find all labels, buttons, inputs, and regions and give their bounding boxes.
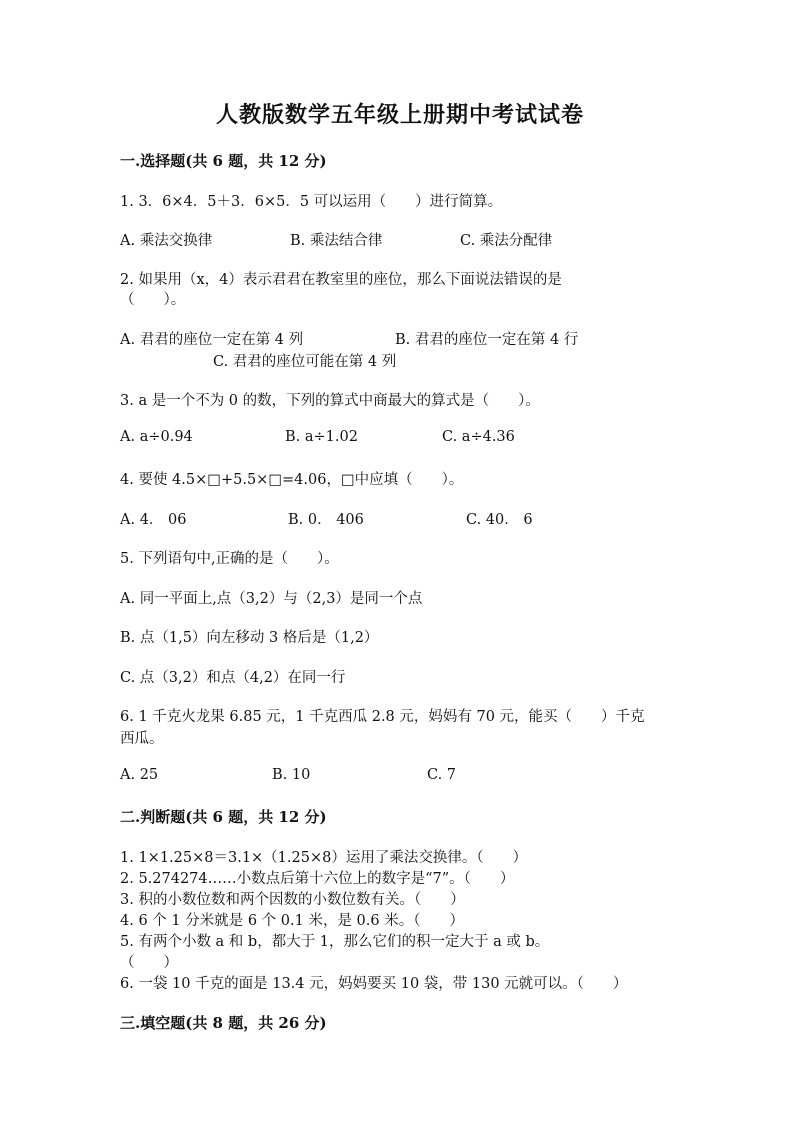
q3-option-c: C. a÷4.36 [442, 429, 515, 445]
q2-option-b: B. 君君的座位一定在第 4 行 [395, 332, 579, 348]
judge-item-4: 4. 6 个 1 分米就是 6 个 0.1 米，是 0.6 米。（ ） [120, 913, 464, 929]
judge-item-6: 6. 一袋 10 千克的面是 13.4 元，妈妈要买 10 袋，带 130 元就可以。（ ） [120, 976, 628, 992]
q5-option-a: A. 同一平面上,点（3,2）与（2,3）是同一个点 [120, 591, 423, 607]
q5-option-c: C. 点（3,2）和点（4,2）在同一行 [120, 670, 346, 686]
q1-option-b: B. 乘法结合律 [290, 233, 383, 249]
section-heading-choice: 一.选择题(共 6 题，共 12 分) [120, 152, 327, 170]
judge-item-2: 2. 5.274274……小数点后第十六位上的数字是“7”。（ ） [120, 871, 515, 887]
q6-option-c: C. 7 [427, 767, 457, 783]
q6-option-a: A. 25 [120, 767, 159, 783]
question-5: 5. 下列语句中,正确的是（ ）。 [120, 551, 339, 567]
question-4: 4. 要使 4.5×□+5.5×□=4.06，□中应填（ ）。 [120, 472, 464, 488]
judge-item-5-blank: （ ） [120, 955, 178, 971]
judge-item-1: 1. 1×1.25×8＝3.1×（1.25×8）运用了乘法交换律。（ ） [120, 850, 528, 866]
question-3: 3. a 是一个不为 0 的数，下列的算式中商最大的算式是（ ）。 [120, 393, 540, 409]
question-1: 1. 3．6×4．5＋3．6×5．5 可以运用（ ）进行简算。 [120, 194, 503, 210]
question-6: 6. 1 千克火龙果 6.85 元，1 千克西瓜 2.8 元，妈妈有 70 元，能买（ ）千克 [120, 709, 645, 725]
judge-item-3: 3. 积的小数位数和两个因数的小数位数有关。（ ） [120, 892, 465, 908]
question-2-blank: （ ）。 [120, 292, 186, 308]
q2-option-a: A. 君君的座位一定在第 4 列 [120, 332, 304, 348]
judge-item-5: 5. 有两个小数 a 和 b，都大于 1，那么它们的积一定大于 a 或 b。 [120, 934, 550, 950]
q6-option-b: B. 10 [272, 767, 311, 783]
q2-option-c: C. 君君的座位可能在第 4 列 [213, 354, 397, 370]
section-heading-judge: 二.判断题(共 6 题，共 12 分) [120, 808, 327, 826]
q4-option-c: C. 40． 6 [466, 512, 533, 528]
question-2: 2. 如果用（x，4）表示君君在教室里的座位，那么下面说法错误的是 [120, 272, 562, 288]
q4-option-b: B. 0． 406 [288, 512, 364, 528]
q3-option-a: A. a÷0.94 [120, 429, 193, 445]
q5-option-b: B. 点（1,5）向左移动 3 格后是（1,2） [120, 630, 379, 646]
page-title: 人教版数学五年级上册期中考试试卷 [215, 102, 584, 128]
q3-option-b: B. a÷1.02 [285, 429, 358, 445]
section-heading-fill: 三.填空题(共 8 题，共 26 分) [120, 1014, 327, 1032]
q1-option-a: A. 乘法交换律 [120, 233, 213, 249]
question-6-cont: 西瓜。 [120, 731, 164, 747]
q1-option-c: C. 乘法分配律 [460, 233, 553, 249]
q4-option-a: A. 4． 06 [120, 512, 187, 528]
